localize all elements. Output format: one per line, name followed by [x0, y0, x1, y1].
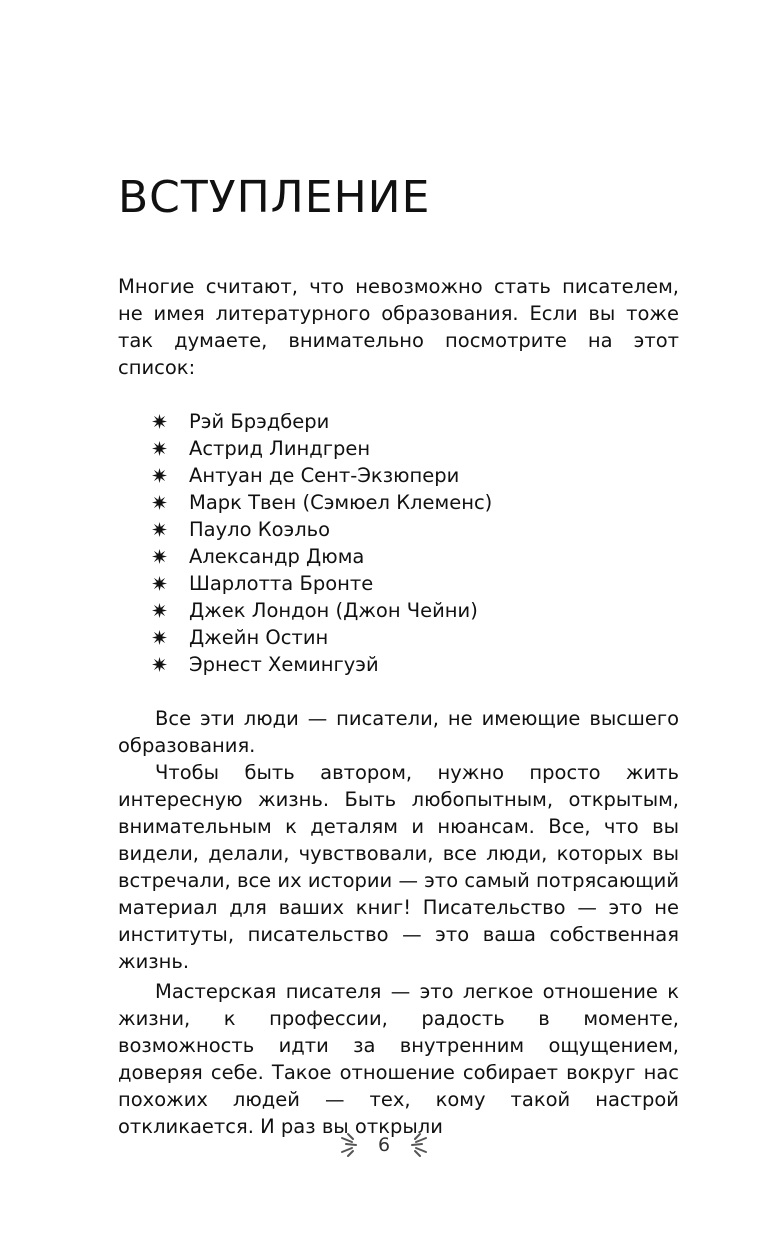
- chapter-title: ВСТУПЛЕНИЕ: [118, 172, 431, 223]
- list-item: [152, 624, 492, 651]
- list-item: [152, 543, 492, 570]
- star-burst-icon: [152, 468, 167, 483]
- body-paragraph: Мастерская писателя — это легкое отношение к жизни, к профессии, радость в моменте, возможность идти за внутренним ощущением, доверяя себе. Такое отношение собирает вокруг нас похожих людей — тех, кому такой настрой откликается. И раз вы открыли: [118, 980, 679, 1138]
- list-item: [152, 462, 492, 489]
- star-burst-icon: [152, 603, 167, 618]
- star-burst-icon: [152, 549, 167, 564]
- list-item: [152, 408, 492, 435]
- page-number: 6: [377, 1134, 391, 1156]
- writer-name: Джек Лондон (Джон Чейни): [189, 599, 478, 622]
- writer-name: Марк Твен (Сэмюел Клеменс): [189, 491, 493, 514]
- writer-name: Джейн Остин: [189, 626, 329, 649]
- list-item: [152, 489, 492, 516]
- body-paragraph: Чтобы быть автором, нужно просто жить интересную жизнь. Быть любопытным, открытым, внимательным к деталям и нюансам. Все, что вы видели, делали, чувствовали, все люди, которых вы встречали, все их истории — это самый потрясающий материал для ваших книг! Писательство — это не институты, писательство — это ваша собственная жизнь.: [118, 761, 679, 973]
- star-burst-icon: [152, 657, 167, 672]
- star-burst-icon: [152, 522, 167, 537]
- sun-rays-left-icon: [338, 1132, 364, 1158]
- sun-rays-right-icon: [404, 1132, 430, 1158]
- list-item: [152, 516, 492, 543]
- writers-list: [152, 408, 492, 678]
- writer-name: Пауло Коэльо: [189, 518, 331, 541]
- writer-name: Александр Дюма: [189, 545, 365, 568]
- list-item: [152, 435, 492, 462]
- writer-name: Эрнест Хемингуэй: [189, 653, 379, 676]
- star-burst-icon: [152, 630, 167, 645]
- star-burst-icon: [152, 576, 167, 591]
- list-item: [152, 570, 492, 597]
- writer-name: Шарлотта Бронте: [189, 572, 374, 595]
- star-burst-icon: [152, 495, 167, 510]
- page-footer: [0, 1130, 768, 1160]
- list-item: [152, 651, 492, 678]
- body-paragraph: Все эти люди — писатели, не имеющие высшего образования.: [118, 707, 679, 757]
- list-item: [152, 597, 492, 624]
- writer-name: Астрид Линдгрен: [189, 437, 371, 460]
- star-burst-icon: [152, 441, 167, 456]
- writer-name: Рэй Брэдбери: [189, 410, 330, 433]
- intro-paragraph: Многие считают, что невозможно стать писателем, не имея литературного образования. Если вы тоже так думаете, внимательно посмотрите на этот список:: [118, 275, 679, 379]
- writer-name: Антуан де Сент-Экзюпери: [189, 464, 460, 487]
- star-burst-icon: [152, 414, 167, 429]
